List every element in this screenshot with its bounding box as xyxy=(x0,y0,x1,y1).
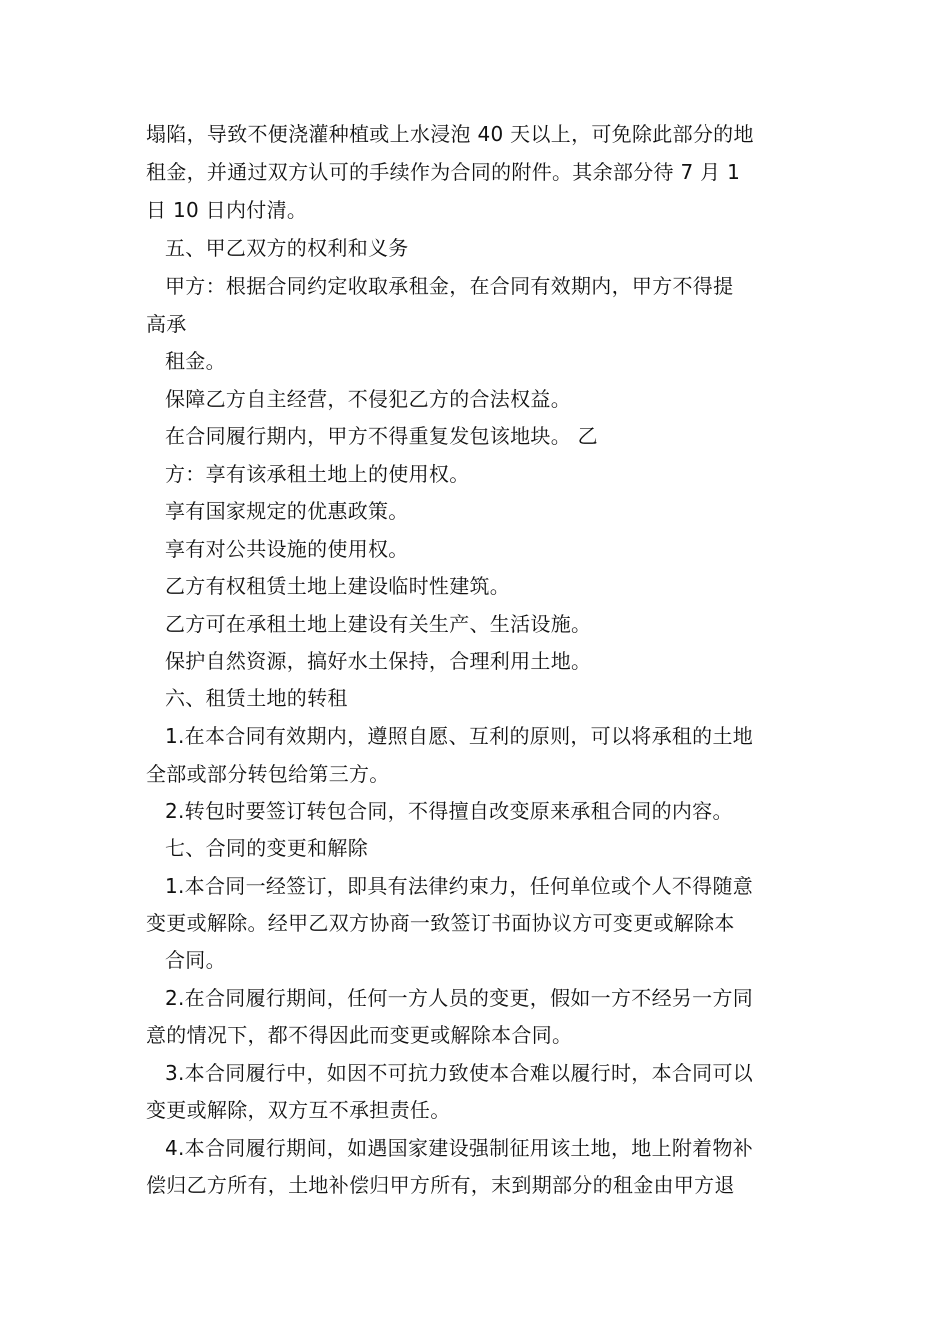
body-text-line: 保护自然资源，搞好水土保持，合理利用土地。 xyxy=(165,649,592,673)
body-text-line: 塌陷，导致不便浇灌种植或上水浸泡 40 天以上，可免除此部分的地 xyxy=(146,122,754,146)
body-text-line: 变更或解除，双方互不承担责任。 xyxy=(146,1098,451,1122)
body-text-line: 日 10 日内付清。 xyxy=(146,198,308,222)
body-text-line: 全部或部分转包给第三方。 xyxy=(146,762,390,786)
body-text-line: 变更或解除。经甲乙双方协商一致签订书面协议方可变更或解除本 xyxy=(146,911,735,935)
body-text-line: 1.本合同一经签订，即具有法律约束力，任何单位或个人不得随意 xyxy=(165,874,754,898)
section-heading: 五、甲乙双方的权利和义务 xyxy=(165,236,409,260)
body-text-line: 1.在本合同有效期内，遵照自愿、互利的原则，可以将承租的土地 xyxy=(165,724,754,748)
body-text-line: 4.本合同履行期间，如遇国家建设强制征用该土地，地上附着物补 xyxy=(165,1136,754,1160)
body-text-line: 保障乙方自主经营，不侵犯乙方的合法权益。 xyxy=(165,387,571,411)
body-text-line: 享有国家规定的优惠政策。 xyxy=(165,499,409,523)
body-text-line: 租金，并通过双方认可的手续作为合同的附件。其余部分待 7 月 1 xyxy=(146,160,741,184)
body-text-line: 甲方：根据合同约定收取承租金，在合同有效期内，甲方不得提 xyxy=(165,274,734,298)
body-text-line: 2.在合同履行期间，任何一方人员的变更，假如一方不经另一方同 xyxy=(165,986,754,1010)
body-text-line: 享有对公共设施的使用权。 xyxy=(165,537,409,561)
body-text-line: 意的情况下，都不得因此而变更或解除本合同。 xyxy=(146,1023,573,1047)
body-text-line: 合同。 xyxy=(165,948,226,972)
body-text-line: 乙方可在承租土地上建设有关生产、生活设施。 xyxy=(165,612,592,636)
section-heading: 六、租赁土地的转租 xyxy=(165,686,348,710)
body-text-line: 2.转包时要签订转包合同，不得擅自改变原来承租合同的内容。 xyxy=(165,799,733,823)
body-text-line: 方：享有该承租土地上的使用权。 xyxy=(165,462,470,486)
body-text-line: 高承 xyxy=(146,312,187,336)
body-text-line: 3.本合同履行中，如因不可抗力致使本合难以履行时，本合同可以 xyxy=(165,1061,754,1085)
section-heading: 七、合同的变更和解除 xyxy=(165,836,368,860)
body-text-line: 租金。 xyxy=(165,349,226,373)
body-text-line: 乙方有权租赁土地上建设临时性建筑。 xyxy=(165,574,511,598)
body-text-line: 在合同履行期内，甲方不得重复发包该地块。 乙 xyxy=(165,424,598,448)
body-text-line: 偿归乙方所有，土地补偿归甲方所有，末到期部分的租金由甲方退 xyxy=(146,1173,735,1197)
